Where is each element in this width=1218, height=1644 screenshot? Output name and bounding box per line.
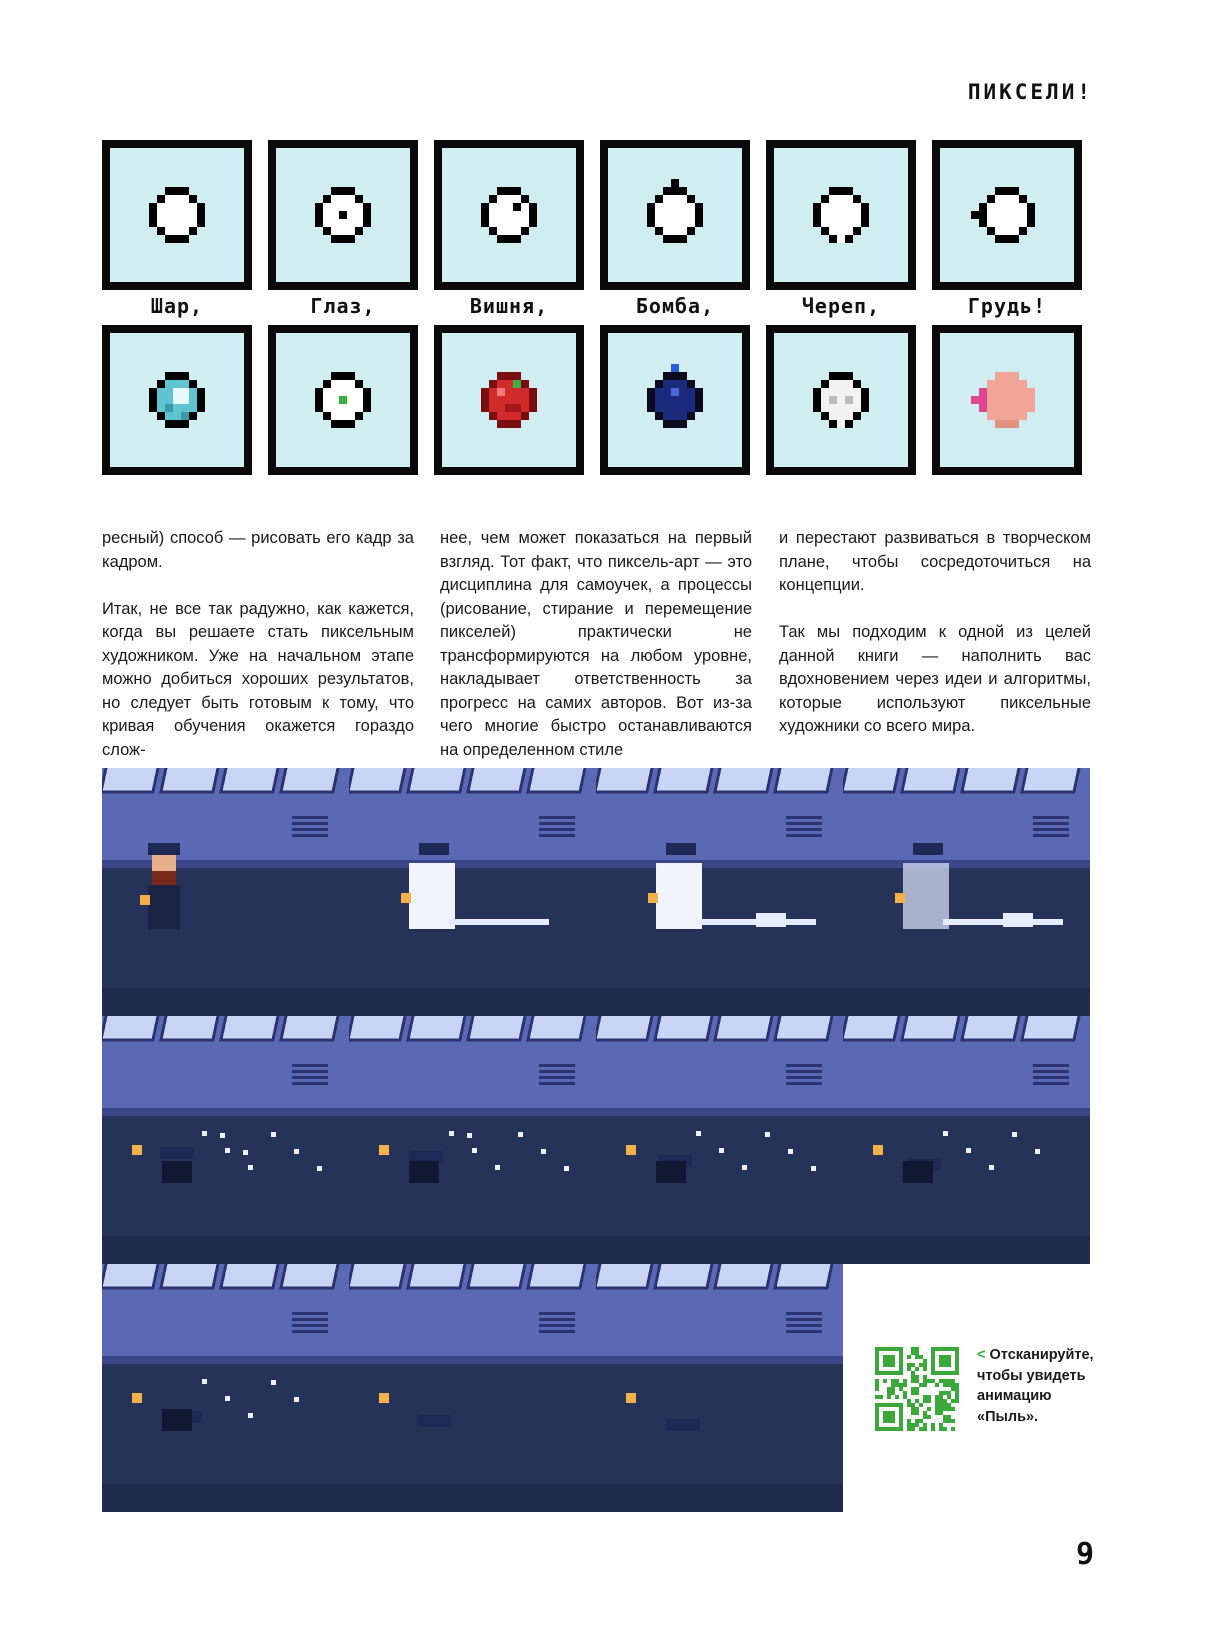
qr-module	[923, 1383, 927, 1387]
qr-module	[955, 1399, 959, 1403]
running-header: ПИКСЕЛИ!	[967, 80, 1093, 104]
qr-module	[915, 1399, 919, 1403]
qr-module	[895, 1395, 899, 1399]
qr-module	[899, 1383, 903, 1387]
qr-module	[939, 1379, 943, 1383]
qr-module	[919, 1383, 923, 1387]
qr-module	[911, 1427, 915, 1431]
qr-module	[947, 1379, 951, 1383]
qr-module	[935, 1383, 939, 1387]
qr-module	[907, 1423, 911, 1427]
qr-module	[931, 1379, 935, 1383]
paragraph: нее, чем может показаться на первый взгляд. Тот факт, что пиксель-арт — это дисциплина для самоучек, а процессы (рисование, стирание и перемещение пикселей) практически не трансформируются на любом уровне, накладывает ответственность за прогресс на самих авторов. Вот из-за чего многие быстро останавливаются на определенном стиле	[440, 529, 752, 759]
qr-module	[927, 1399, 931, 1403]
animation-frame	[349, 1016, 596, 1264]
chevron-left-icon: <	[977, 1347, 986, 1363]
frame-scene	[349, 1264, 596, 1512]
qr-module	[947, 1391, 951, 1395]
qr-module	[951, 1427, 955, 1431]
qr-module	[927, 1407, 931, 1411]
qr-module	[951, 1383, 955, 1387]
qr-module	[923, 1359, 927, 1363]
qr-module	[939, 1391, 943, 1395]
qr-module	[915, 1391, 919, 1395]
qr-module	[923, 1427, 927, 1431]
qr-module	[947, 1407, 951, 1411]
qr-module	[915, 1411, 919, 1415]
qr-module	[943, 1419, 947, 1423]
qr-module	[951, 1379, 955, 1383]
frame-scene	[843, 1016, 1090, 1264]
qr-module	[923, 1363, 927, 1367]
qr-module	[915, 1367, 919, 1371]
frame-scene	[596, 768, 843, 1016]
animation-frame	[596, 1016, 843, 1264]
qr-module	[919, 1363, 923, 1367]
qr-module	[915, 1375, 919, 1379]
qr-module	[923, 1399, 927, 1403]
qr-module	[919, 1403, 923, 1407]
qr-module	[947, 1383, 951, 1387]
qr-module	[911, 1371, 915, 1375]
qr-module	[923, 1423, 927, 1427]
frame-scene	[596, 1264, 843, 1512]
qr-module	[923, 1375, 927, 1379]
tile-breast-color	[932, 325, 1082, 475]
qr-module	[883, 1379, 887, 1383]
qr-module	[955, 1391, 959, 1395]
qr-module	[915, 1379, 919, 1383]
qr-module	[895, 1383, 899, 1387]
qr-module	[951, 1387, 955, 1391]
qr-module	[935, 1395, 939, 1399]
tile-eye-color	[268, 325, 418, 475]
qr-module	[911, 1423, 915, 1427]
qr-module	[875, 1379, 879, 1383]
frame-scene	[102, 1016, 349, 1264]
tile-breast-outline	[932, 140, 1082, 290]
frame-scene	[349, 1016, 596, 1264]
qr-module	[939, 1399, 943, 1403]
qr-caption-text: Отсканируйте, чтобы увидеть анимацию «Пыль».	[977, 1347, 1094, 1425]
tile-bomb-outline	[600, 140, 750, 290]
qr-module	[943, 1407, 947, 1411]
qr-module	[887, 1387, 891, 1391]
qr-module	[899, 1387, 903, 1391]
qr-module	[943, 1415, 947, 1419]
tile-cherry-color	[434, 325, 584, 475]
tile-ball-outline	[102, 140, 252, 290]
qr-module	[911, 1387, 915, 1391]
qr-module	[939, 1355, 951, 1367]
frame-scene	[102, 1264, 349, 1512]
qr-module	[911, 1391, 915, 1395]
animation-frame	[596, 1264, 843, 1512]
qr-module	[923, 1367, 927, 1371]
qr-module	[907, 1419, 911, 1423]
qr-module	[911, 1375, 915, 1379]
qr-module	[935, 1399, 939, 1403]
qr-module	[939, 1407, 943, 1411]
label-breast: Грудь!	[967, 294, 1047, 318]
paragraph: ресный) способ — рисовать его кадр за кадром.	[102, 529, 414, 571]
qr-module	[903, 1391, 907, 1395]
qr-module	[927, 1379, 931, 1383]
qr-module	[891, 1379, 895, 1383]
tile-ball-color	[102, 325, 252, 475]
qr-module	[911, 1403, 915, 1407]
qr-module	[903, 1383, 907, 1387]
qr-module	[911, 1347, 915, 1351]
qr-module	[923, 1411, 927, 1415]
qr-module	[875, 1395, 879, 1399]
eye-color-sprite	[307, 364, 379, 436]
qr-module	[915, 1423, 919, 1427]
animation-frame	[843, 768, 1090, 1016]
qr-module	[943, 1383, 947, 1387]
animation-frame	[349, 1264, 596, 1512]
qr-code[interactable]	[875, 1347, 959, 1431]
qr-module	[951, 1399, 955, 1403]
skull-outline-sprite	[805, 179, 877, 251]
qr-module	[943, 1379, 947, 1383]
qr-module	[915, 1347, 919, 1351]
text-column-2	[440, 527, 752, 786]
animation-frame	[349, 768, 596, 1016]
qr-module	[875, 1383, 879, 1387]
label-eye: Глаз,	[310, 294, 376, 318]
qr-module	[891, 1387, 895, 1391]
qr-module	[915, 1419, 919, 1423]
paragraph: и перестают развиваться в творческом плане, чтобы сосредоточиться на концепции.	[779, 529, 1091, 594]
qr-module	[919, 1427, 923, 1431]
qr-module	[907, 1363, 911, 1367]
text-column-3	[779, 527, 1091, 762]
tile-bomb-color	[600, 325, 750, 475]
eye-outline-sprite	[307, 179, 379, 251]
qr-module	[927, 1395, 931, 1399]
qr-module	[911, 1363, 915, 1367]
bomb-outline-sprite	[639, 179, 711, 251]
qr-caption	[977, 1345, 1102, 1427]
tile-cherry-outline	[434, 140, 584, 290]
qr-module	[891, 1391, 895, 1395]
qr-module	[955, 1387, 959, 1391]
qr-module	[943, 1427, 947, 1431]
qr-module	[911, 1407, 915, 1411]
animation-frame	[596, 768, 843, 1016]
qr-module	[923, 1379, 927, 1383]
qr-module	[951, 1407, 955, 1411]
frame-scene	[349, 768, 596, 1016]
qr-module	[943, 1391, 947, 1395]
qr-module	[939, 1403, 943, 1407]
ball-color-sprite	[141, 364, 213, 436]
tile-skull-outline	[766, 140, 916, 290]
paragraph: Так мы подходим к одной из целей данной книги — наполнить вас вдохновением через идеи и алгоритмы, которые используют пиксельные художники со всего мира.	[779, 623, 1091, 735]
qr-module	[915, 1355, 919, 1359]
qr-module	[923, 1395, 927, 1399]
label-ball: Шар,	[150, 294, 204, 318]
animation-frame	[843, 1016, 1090, 1264]
qr-module	[947, 1403, 951, 1407]
qr-module	[875, 1387, 879, 1391]
qr-module	[911, 1379, 915, 1383]
qr-module	[935, 1403, 939, 1407]
qr-module	[915, 1351, 919, 1355]
animation-frame	[102, 768, 349, 1016]
animation-frame	[102, 1016, 349, 1264]
text-column-1	[102, 527, 414, 786]
qr-module	[911, 1411, 915, 1415]
qr-module	[895, 1379, 899, 1383]
frame-scene	[596, 1016, 843, 1264]
qr-module	[907, 1367, 911, 1371]
skull-color-sprite	[805, 364, 877, 436]
cherry-outline-sprite	[473, 179, 545, 251]
qr-module	[887, 1395, 891, 1399]
qr-module	[907, 1403, 911, 1407]
qr-module	[955, 1383, 959, 1387]
qr-module	[943, 1403, 947, 1407]
qr-module	[891, 1383, 895, 1387]
qr-module	[955, 1395, 959, 1399]
qr-module	[907, 1355, 911, 1359]
label-cherry: Вишня,	[469, 294, 549, 318]
qr-module	[939, 1411, 943, 1415]
qr-module	[939, 1395, 943, 1399]
qr-module	[879, 1395, 883, 1399]
qr-module	[887, 1391, 891, 1395]
frame-scene	[102, 768, 349, 1016]
qr-module	[939, 1427, 943, 1431]
qr-module	[935, 1407, 939, 1411]
label-bomb: Бомба,	[635, 294, 715, 318]
qr-module	[903, 1395, 907, 1399]
cherry-color-sprite	[473, 364, 545, 436]
qr-module	[883, 1411, 895, 1423]
qr-module	[943, 1399, 947, 1403]
label-skull: Череп,	[801, 294, 881, 318]
qr-module	[931, 1423, 935, 1427]
page-number: 9	[1075, 1537, 1094, 1572]
paragraph: Итак, не все так радужно, как кажется, когда вы решаете стать пиксельным художником. Уже на начальном этапе можно добиться хороших результатов, но следует быть готовым к тому, что кривая обучения окажется гораздо слож-	[102, 599, 414, 759]
qr-module	[931, 1427, 935, 1431]
bomb-color-sprite	[639, 364, 711, 436]
breast-outline-sprite	[971, 179, 1043, 251]
tile-eye-outline	[268, 140, 418, 290]
ball-outline-sprite	[141, 179, 213, 251]
frame-scene	[843, 768, 1090, 1016]
animation-frame	[102, 1264, 349, 1512]
qr-module	[907, 1427, 911, 1431]
qr-module	[907, 1399, 911, 1403]
qr-module	[911, 1351, 915, 1355]
qr-module	[919, 1355, 923, 1359]
qr-module	[947, 1395, 951, 1399]
qr-module	[927, 1415, 931, 1419]
qr-module	[939, 1423, 943, 1427]
qr-module	[935, 1411, 939, 1415]
qr-module	[951, 1419, 955, 1423]
qr-module	[947, 1415, 951, 1419]
breast-color-sprite	[971, 364, 1043, 436]
qr-module	[883, 1355, 895, 1367]
qr-module	[915, 1387, 919, 1391]
tile-skull-color	[766, 325, 916, 475]
qr-module	[919, 1419, 923, 1423]
qr-module	[923, 1415, 927, 1419]
qr-module	[915, 1407, 919, 1411]
qr-module	[903, 1379, 907, 1383]
qr-module	[947, 1419, 951, 1423]
